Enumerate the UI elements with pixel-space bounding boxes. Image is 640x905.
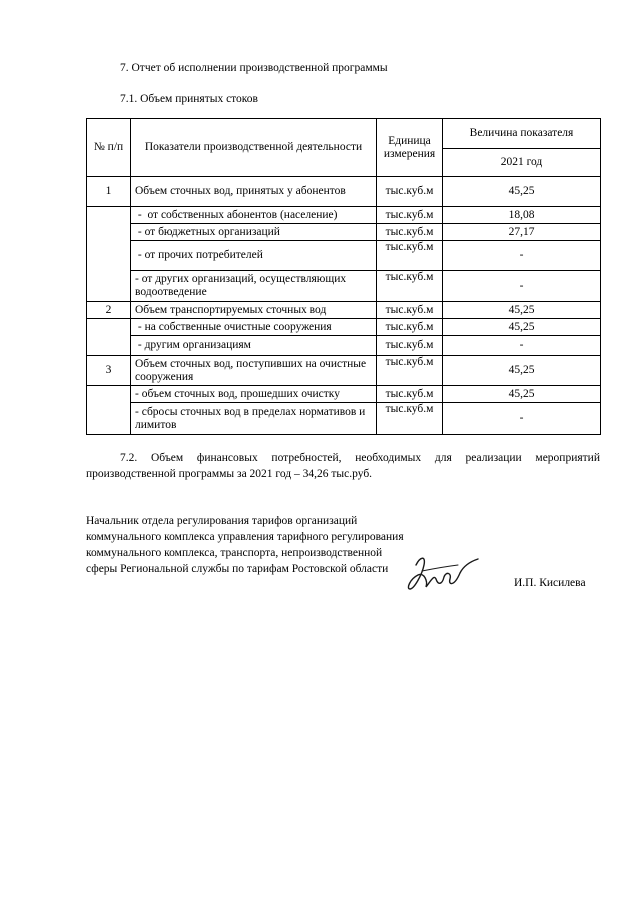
row-unit: тыс.куб.м — [377, 177, 443, 207]
row-value: 45,25 — [443, 319, 601, 336]
stock-volume-table — [86, 118, 601, 435]
row-unit: тыс.куб.м — [377, 271, 443, 302]
row-indicator: - от прочих потребителей — [131, 241, 377, 271]
table-row — [87, 271, 601, 302]
row-indicator: - на собственные очистные сооружения — [131, 319, 377, 336]
row-indicator: - сбросы сточных вод в пределах нормативов и лимитов — [131, 403, 377, 435]
row-indicator: - от бюджетных организаций — [131, 224, 377, 241]
row-num-empty — [87, 319, 131, 356]
row-num: 1 — [87, 177, 131, 207]
row-indicator: - от других организаций, осуществляющих водоотведение — [131, 271, 377, 302]
table-header-row — [87, 119, 601, 149]
row-value: 45,25 — [443, 177, 601, 207]
row-unit: тыс.куб.м — [377, 207, 443, 224]
row-unit: тыс.куб.м — [377, 241, 443, 271]
row-indicator: - объем сточных вод, прошедших очистку — [131, 386, 377, 403]
row-num-empty — [87, 207, 131, 302]
table-row — [87, 207, 601, 224]
row-unit: тыс.куб.м — [377, 336, 443, 356]
row-unit: тыс.куб.м — [377, 403, 443, 435]
row-value: - — [443, 403, 601, 435]
header-indicator: Показатели производственной деятельности — [131, 119, 377, 177]
header-value: Величина показателя — [443, 119, 601, 149]
row-value: - — [443, 271, 601, 302]
table-row — [87, 224, 601, 241]
handwritten-signature — [402, 543, 480, 595]
table-row — [87, 356, 601, 386]
table-row — [87, 336, 601, 356]
table-row — [87, 403, 601, 435]
table-row — [87, 386, 601, 403]
signatory-name: И.П. Кисилева — [514, 577, 586, 589]
financial-needs-paragraph: 7.2. Объем финансовых потребностей, необходимых для реализации мероприятий производственной программы за 2021 год – 34,26 тыс.руб. — [86, 452, 600, 480]
row-unit: тыс.куб.м — [377, 319, 443, 336]
row-unit: тыс.куб.м — [377, 302, 443, 319]
signatory-position: Начальник отдела регулирования тарифов организаций коммунального комплекса управления тарифного регулирования коммунального комплекса, транспорта, непроизводственной сферы Региональной службы по тарифам Ростовской области — [86, 515, 404, 575]
row-num: 3 — [87, 356, 131, 386]
row-indicator: Объем сточных вод, принятых у абонентов — [131, 177, 377, 207]
header-year: 2021 год — [443, 149, 601, 177]
row-value: 45,25 — [443, 302, 601, 319]
row-indicator: - другим организациям — [131, 336, 377, 356]
row-value: - — [443, 336, 601, 356]
row-value: 45,25 — [443, 356, 601, 386]
table-row — [87, 241, 601, 271]
table-row — [87, 177, 601, 207]
row-value: 27,17 — [443, 224, 601, 241]
header-unit: Единица измерения — [377, 119, 443, 177]
row-unit: тыс.куб.м — [377, 224, 443, 241]
section-title: 7. Отчет об исполнении производственной программы — [120, 62, 388, 74]
table-row — [87, 302, 601, 319]
row-unit: тыс.куб.м — [377, 356, 443, 386]
row-value: 45,25 — [443, 386, 601, 403]
header-num: № п/п — [87, 119, 131, 177]
row-num-empty — [87, 386, 131, 435]
row-value: 18,08 — [443, 207, 601, 224]
row-unit: тыс.куб.м — [377, 386, 443, 403]
row-num: 2 — [87, 302, 131, 319]
row-indicator: - от собственных абонентов (население) — [131, 207, 377, 224]
row-value: - — [443, 241, 601, 271]
subsection-title: 7.1. Объем принятых стоков — [120, 93, 258, 105]
row-indicator: Объем сточных вод, поступивших на очистные сооружения — [131, 356, 377, 386]
row-indicator: Объем транспортируемых сточных вод — [131, 302, 377, 319]
table-row — [87, 319, 601, 336]
